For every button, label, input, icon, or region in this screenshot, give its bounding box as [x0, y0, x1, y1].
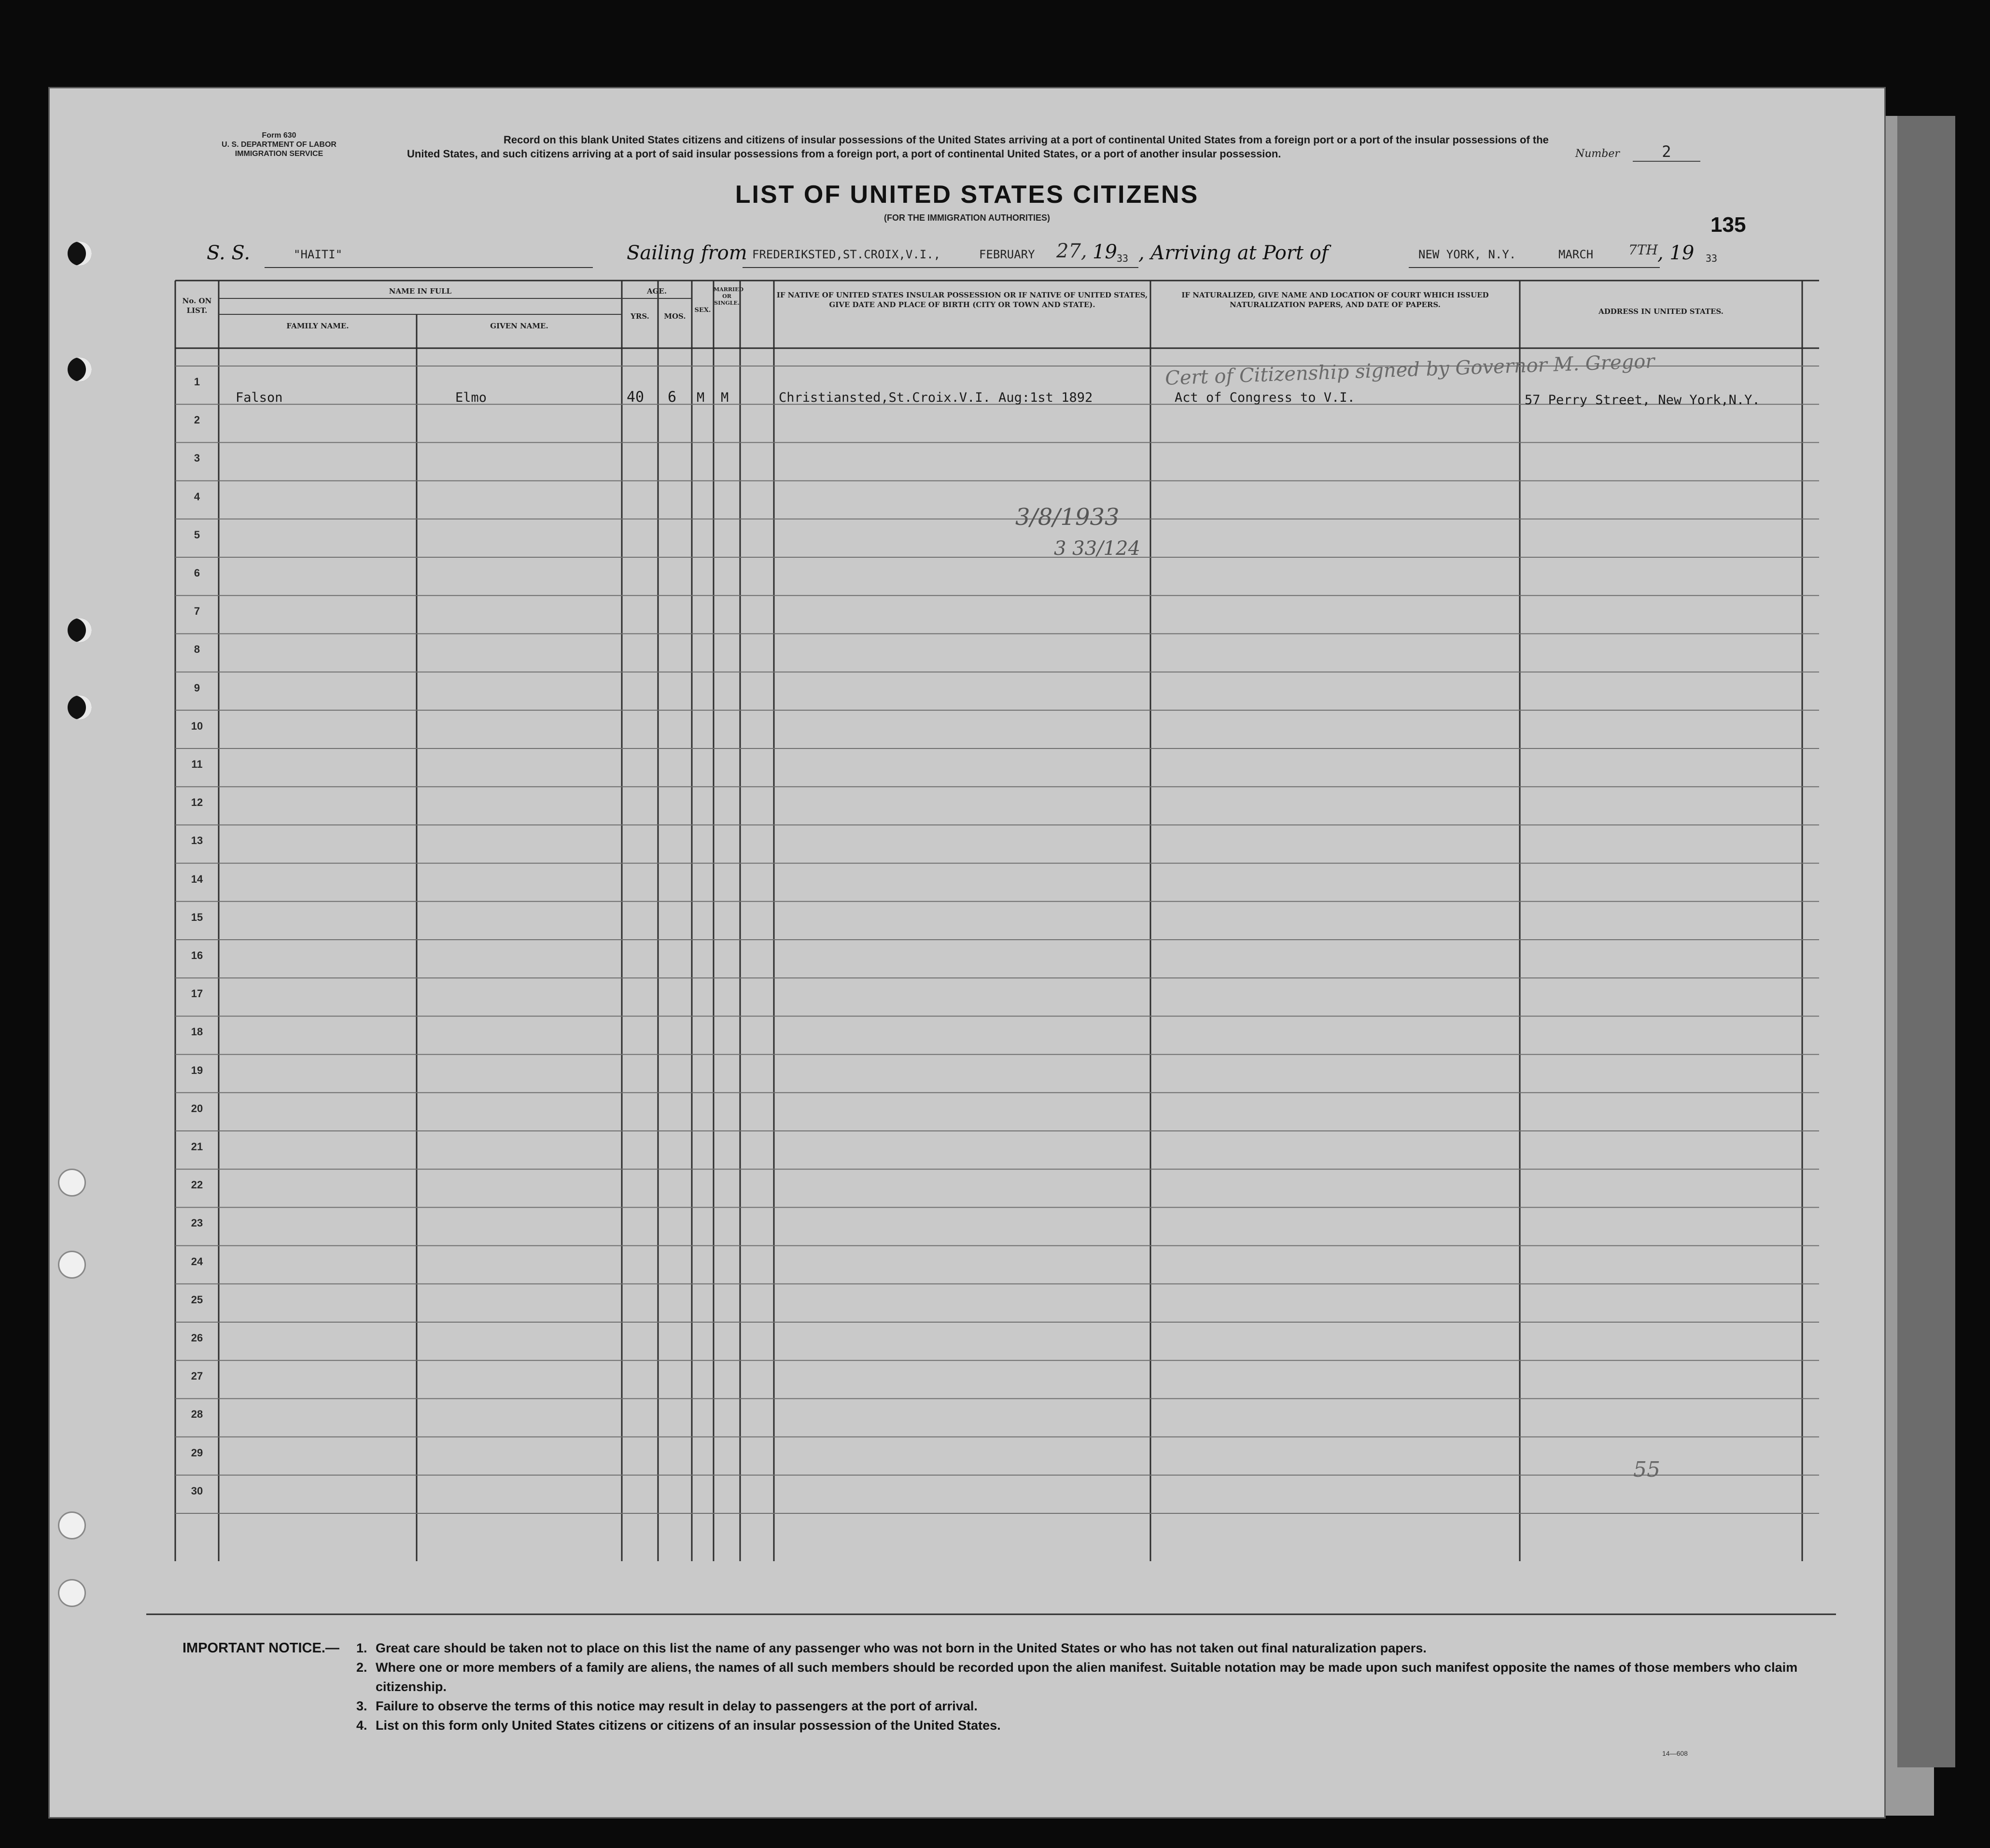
family-name-1: Falson: [236, 390, 283, 405]
marital-1: M: [721, 390, 729, 405]
row-number: 30: [191, 1484, 203, 1497]
ss-label: S. S.: [207, 242, 251, 264]
punch-hole: [68, 241, 92, 266]
row-number: 25: [191, 1293, 203, 1306]
header-sex: SEX.: [694, 307, 711, 314]
birth-1: Christiansted,St.Croix.V.I. Aug:1st 1892: [779, 390, 1093, 405]
notice-item: [356, 1716, 1834, 1735]
arrival-year-prefix: , 19: [1657, 242, 1695, 264]
punch-hole: [68, 618, 92, 642]
row-number: 15: [191, 911, 203, 923]
sailing-month: FEBRUARY: [979, 248, 1035, 261]
header-married: MARRIED OR SINGLE.: [714, 286, 744, 306]
row-number: 8: [194, 643, 200, 656]
punch-hole: [68, 695, 92, 719]
header-name-in-full: NAME IN FULL: [389, 287, 452, 296]
sailing-day: 27,: [1056, 240, 1087, 262]
page-number: 135: [1710, 213, 1746, 237]
arrival-day: 7TH: [1628, 242, 1658, 258]
row-number: 1: [194, 376, 200, 388]
row-number: 29: [191, 1446, 203, 1459]
row-number: 26: [191, 1332, 203, 1344]
ship-name: "HAITI": [294, 248, 343, 261]
header-family-name: FAMILY NAME.: [286, 322, 349, 330]
notice-item-text: List on this form only United States citizens or citizens of an insular possession of the United States.: [376, 1718, 1001, 1733]
header-no: No. ON LIST.: [182, 296, 212, 315]
punch-hole: [58, 1511, 86, 1539]
row-number: 4: [194, 490, 200, 503]
sex-1: M: [697, 390, 705, 405]
page-subtitle: (FOR THE IMMIGRATION AUTHORITIES): [884, 213, 1050, 223]
row-number: 3: [194, 452, 200, 465]
row-number: 24: [191, 1255, 203, 1268]
department-name: U. S. DEPARTMENT OF LABOR: [222, 141, 336, 149]
punch-hole: [58, 1251, 86, 1279]
page-title: LIST OF UNITED STATES CITIZENS: [735, 181, 1199, 209]
age-mos-1: 6: [668, 389, 677, 406]
notice-item-text: Failure to observe the terms of this notice may result in delay to passengers at the port of arrival.: [376, 1699, 978, 1713]
sailing-year-suffix: 33: [1117, 253, 1129, 264]
notice-item-number: 1.: [356, 1641, 367, 1655]
row-number: 6: [194, 567, 200, 579]
row-number: 20: [191, 1102, 203, 1114]
punch-hole: [58, 1169, 86, 1197]
row-number: 18: [191, 1026, 203, 1038]
row-number: 21: [191, 1141, 203, 1153]
arriving-label: , Arriving at Port of: [1138, 242, 1329, 264]
punch-hole: [68, 357, 92, 381]
notice-title: IMPORTANT NOTICE.—: [182, 1640, 339, 1656]
given-name-1: Elmo: [455, 390, 487, 405]
sailing-label: Sailing from: [627, 242, 747, 264]
header-yrs: YRS.: [631, 312, 649, 321]
table-grid: [50, 88, 1884, 1817]
naturalization-1: Act of Congress to V.I.: [1175, 390, 1355, 405]
form-code: 14—608: [1662, 1749, 1688, 1757]
sailing-year-prefix: 19: [1093, 241, 1117, 263]
notice-item-number: 4.: [356, 1718, 367, 1733]
notice-item-text: Great care should be taken not to place on this list the name of any passenger who was not born in the United States or who has not taken out final naturalization papers.: [376, 1641, 1427, 1655]
row-number: 9: [194, 681, 200, 694]
row-number: 14: [191, 873, 203, 885]
notice-item-text: Where one or more members of a family are aliens, the names of all such members should be recorded upon the alien manifest. Suitable notation may be made upon such manifest opposite the names of those members who claim citizenship.: [376, 1660, 1798, 1694]
row-number: 11: [191, 758, 203, 770]
header-mos: MOS.: [664, 312, 686, 321]
inspection-fraction: 3 33/124: [1054, 537, 1140, 560]
row-number: 12: [191, 796, 203, 809]
header-naturalized: IF NATURALIZED, GIVE NAME AND LOCATION OF COURT WHICH ISSUED NATURALIZATION PAPERS, AND DATE OF PAPERS.: [1181, 291, 1489, 309]
service-name: IMMIGRATION SERVICE: [235, 150, 323, 158]
record-instructions: Record on this blank United States citizens and citizens of insular possessions of the United States arriving at a port of continental United States from a foreign port or a port of the insular possessions of the United States, and such citizens arriving at a port of said insular possessions from a foreign port, a port of continental United States, or a port of another insular possession.: [407, 134, 1549, 160]
row-number: 16: [191, 949, 203, 961]
notice-item-number: 2.: [356, 1660, 367, 1675]
page-edge: [1897, 116, 1955, 1767]
header-given-name: GIVEN NAME.: [490, 322, 548, 330]
list-number-value: 2: [1633, 142, 1700, 162]
form-number: Form 630: [262, 131, 296, 140]
row-number: 13: [191, 834, 203, 847]
header-address: ADDRESS IN UNITED STATES.: [1598, 307, 1724, 316]
row-number: 23: [191, 1217, 203, 1229]
row-number: 5: [194, 528, 200, 541]
row-number: 17: [191, 987, 203, 1000]
row-number: 19: [191, 1064, 203, 1076]
arrival-month: MARCH: [1558, 248, 1594, 261]
row-number: 7: [194, 605, 200, 618]
notice-item: [356, 1696, 1834, 1716]
list-number-label: Number: [1575, 148, 1620, 160]
age-yrs-1: 40: [627, 389, 645, 406]
notice-item: [356, 1638, 1834, 1658]
row-number: 10: [191, 719, 203, 732]
notice-list: [356, 1638, 1834, 1735]
manifest-sheet: [48, 87, 1886, 1819]
row-number: 22: [191, 1179, 203, 1191]
header-age: AGE.: [646, 287, 667, 296]
header-birth: IF NATIVE OF UNITED STATES INSULAR POSSESSION OR IF NATIVE OF UNITED STATES, GIVE DATE AND PLACE OF BIRTH (CITY OR TOWN AND STATE).: [776, 291, 1148, 309]
address-1: 57 Perry Street, New York,N.Y.: [1525, 393, 1760, 408]
margin-mark: 55: [1633, 1457, 1660, 1482]
punch-hole: [58, 1579, 86, 1607]
row-number: 27: [191, 1370, 203, 1382]
inspection-date-stamp: 3/8/1933: [1015, 504, 1120, 531]
arrival-year-suffix: 33: [1706, 253, 1718, 264]
handwritten-certificate-note: Cert of Citizenship signed by Governor M. Gregor: [1164, 350, 1655, 390]
notice-item: [356, 1658, 1834, 1696]
row-number: 2: [194, 414, 200, 426]
arrival-port: NEW YORK, N.Y.: [1418, 248, 1516, 261]
sailing-port: FREDERIKSTED,ST.CROIX,V.I.,: [752, 248, 941, 261]
notice-item-number: 3.: [356, 1699, 367, 1713]
row-number: 28: [191, 1408, 203, 1421]
